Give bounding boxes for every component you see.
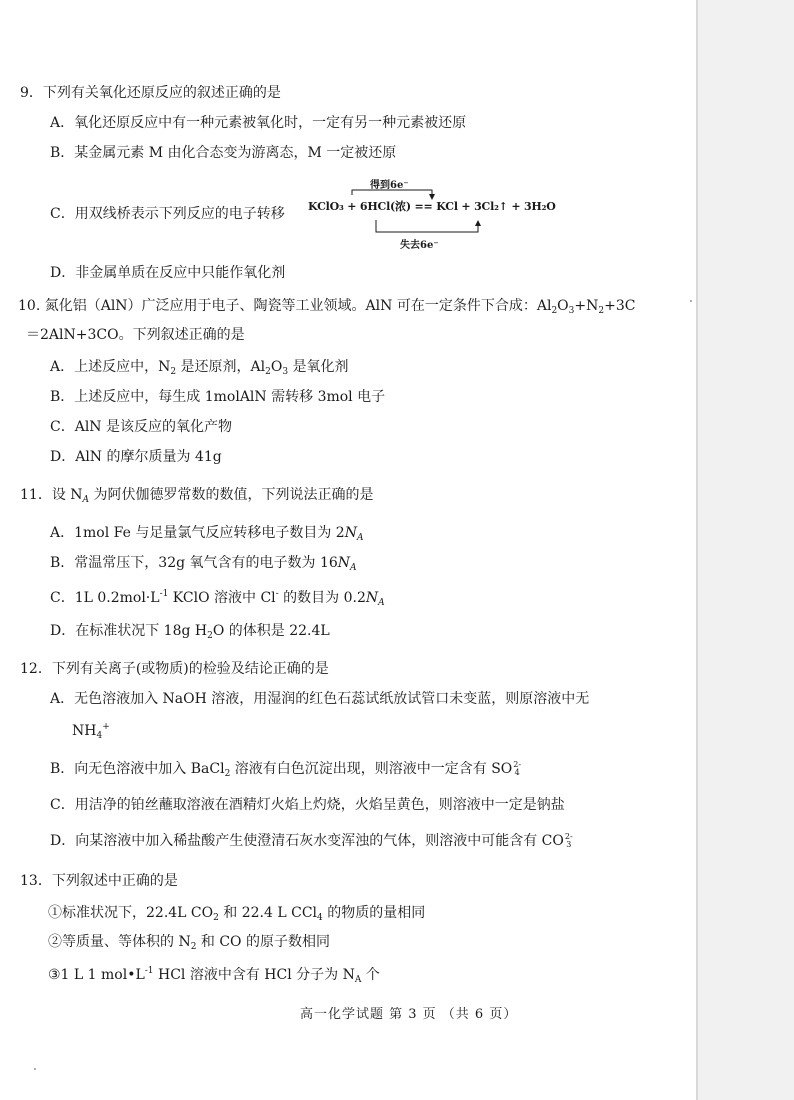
electron-gain-label: 得到6e⁻ — [370, 180, 409, 191]
q11-option-b: B．常温常压下，32g 氧气含有的电子数为 $16N_A$ — [50, 555, 357, 573]
q13-item-1: ①标准状况下，22.4L $CO_2$ 和 22.4 L CCl$_4$ 的物质的量相同 — [48, 905, 426, 923]
sulfate-charge: 2- 4 — [513, 760, 522, 777]
q11-stem: 11．设 $N_A$ 为阿伏伽德罗常数的数值，下列说法正确的是 — [20, 487, 374, 505]
q9-option-d: D．非金属单质在反应中只能作氧化剂 — [50, 265, 286, 281]
scan-speck — [690, 300, 692, 302]
q10-option-c: C．AlN 是该反应的氧化产物 — [50, 419, 232, 435]
electron-lose-label: 失去6e⁻ — [400, 240, 439, 251]
q9-stem: 9．下列有关氧化还原反应的叙述正确的是 — [20, 85, 281, 101]
q13-stem: 13．下列叙述中正确的是 — [20, 873, 178, 889]
q10-option-d: D．AlN 的摩尔质量为 41g — [50, 449, 222, 465]
q11-option-c: C．1L $0.2mol\cdot L^{-1}$ KClO 溶液中 Cl- 的数目为 $0.2N_A$ — [50, 589, 385, 608]
q10-option-b: B．上述反应中，每生成 1molAlN 需转移 3mol 电子 — [50, 389, 386, 405]
q11-option-a: A．1mol Fe 与足量氯气反应转移电子数目为 $2N_A$ — [50, 525, 364, 543]
q10-stem: 10. 氮化铝（AlN）广泛应用于电子、陶瓷等工业领域。AlN 可在一定条件下合成：$Al_2O_3+N_2+3C$ — [18, 298, 636, 316]
q9-option-c: C．用双线桥表示下列反应的电子转移 — [50, 206, 285, 222]
redox-equation — [308, 198, 556, 214]
q9-option-a: A．氧化还原反应中有一种元素被氧化时，一定有另一种元素被还原 — [50, 115, 467, 131]
q13-item-2: ②等质量、等体积的 $N_2$ 和 CO 的原子数相同 — [48, 934, 330, 952]
q12-option-c: C．用洁净的铂丝蘸取溶液在酒精灯火焰上灼烧，火焰呈黄色，则溶液中一定是钠盐 — [50, 797, 565, 813]
q12-option-a-cont: $NH_4^+$ — [72, 722, 110, 741]
equation-sign: == — [414, 200, 433, 213]
carbonate-charge: 2- 3 — [564, 832, 573, 849]
q10-stem-cont: ＝2AlN+3CO。下列叙述正确的是 — [26, 327, 245, 343]
scan-speck — [34, 1068, 36, 1070]
q13-item-3: ③1 L 1 $mol•L^{-1}$ HCl 溶液中含有 HCl 分子为 $N_A$ 个 — [48, 966, 380, 985]
equation-reactants: KClO₃ + 6HCl(浓) — [308, 200, 411, 213]
q9-option-b: B．某金属元素 M 由化合态变为游离态，M 一定被还原 — [50, 145, 397, 161]
q12-option-d: D．向某溶液中加入稀盐酸产生使澄清石灰水变浑浊的气体，则溶液中可能含有 CO 2- 3 — [50, 832, 573, 849]
q12-option-b: B．向无色溶液中加入 BaCl$_2$ 溶液有白色沉淀出现，则溶液中一定含有 SO 2- 4 — [50, 760, 522, 779]
q10-option-a: A．上述反应中，$N_2$ 是还原剂，$Al_2O_3$ 是氧化剂 — [50, 359, 349, 377]
equation-products: KCl + 3Cl₂↑ + 3H₂O — [436, 200, 556, 213]
q12-stem: 12．下列有关离子(或物质)的检验及结论正确的是 — [20, 661, 329, 677]
q11-option-d: D．在标准状况下 18g $H_2O$ 的体积是 22.4L — [50, 623, 330, 641]
page-edge-shadow — [698, 0, 794, 1100]
q12-option-a: A．无色溶液加入 NaOH 溶液，用湿润的红色石蕊试纸放试管口未变蓝，则原溶液中无 — [50, 691, 590, 707]
page-footer: 高一化学试题 第 3 页 （共 6 页） — [300, 1007, 518, 1022]
